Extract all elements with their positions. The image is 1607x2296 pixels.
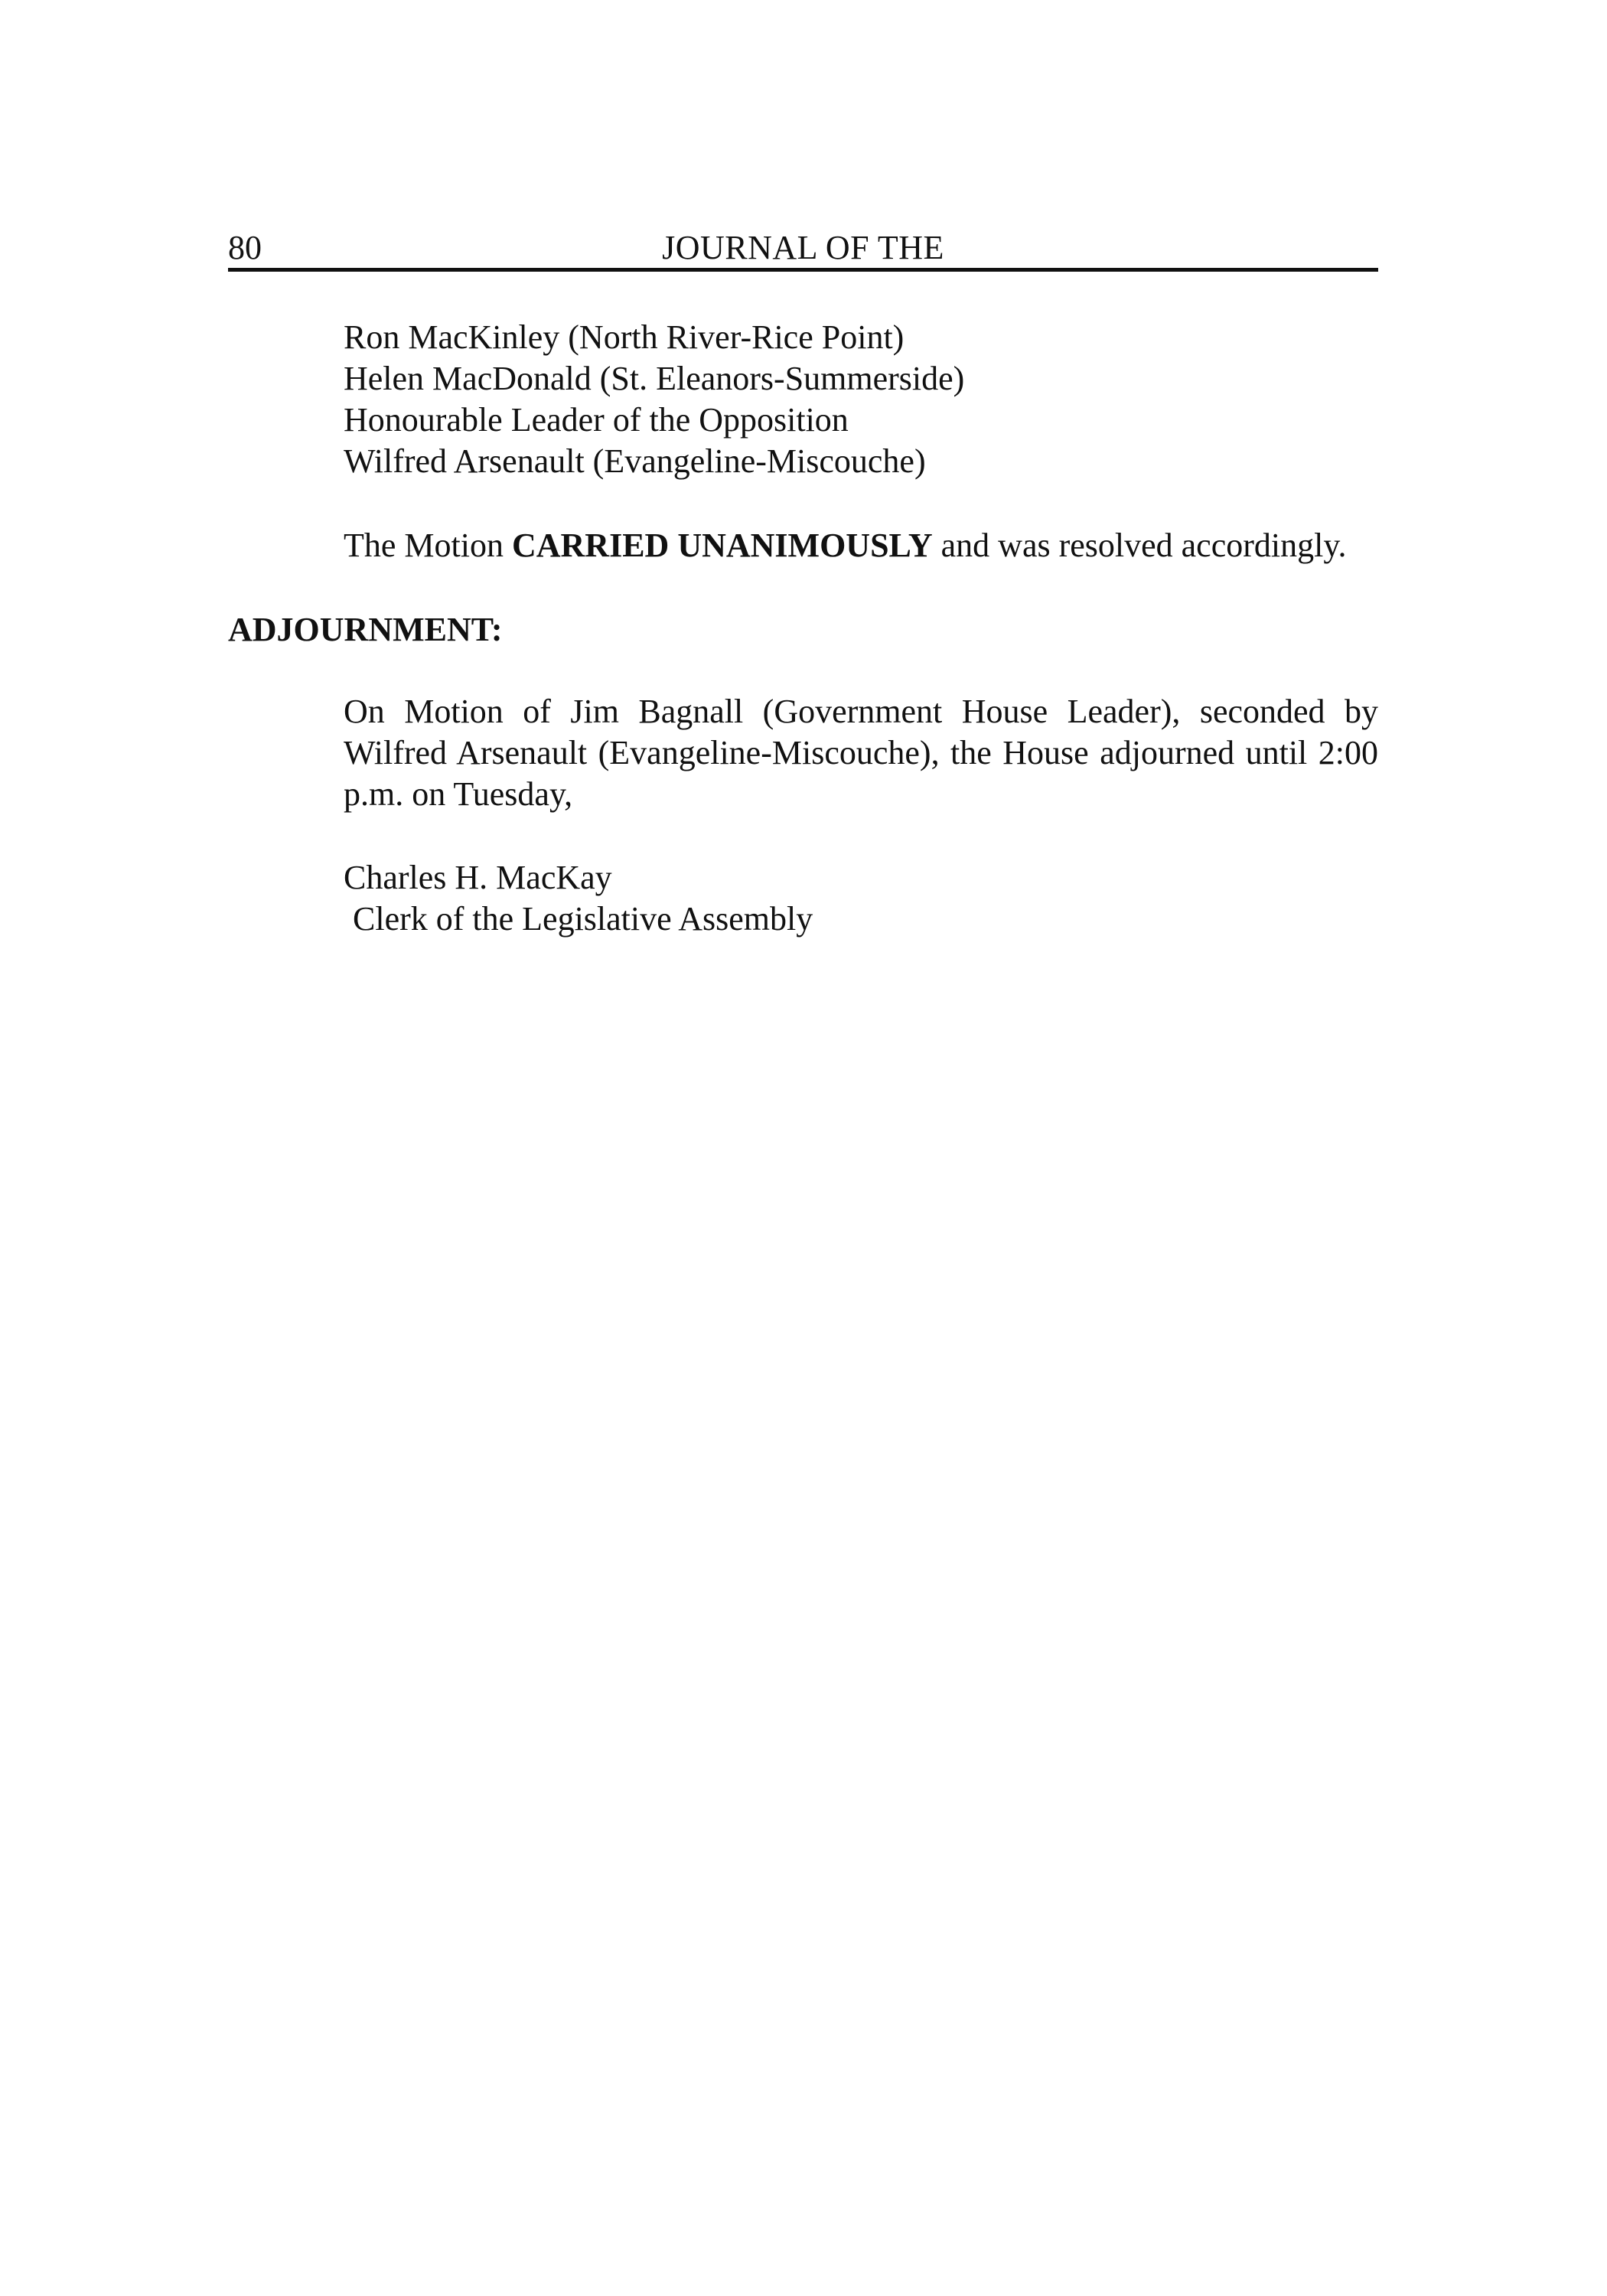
- adjournment-heading: ADJOURNMENT:: [228, 611, 503, 648]
- adjournment-line: On Motion of Jim Bagnall (Government House Leader), seconded by: [344, 693, 1378, 730]
- motion-result-emphasis: CARRIED UNANIMOUSLY: [511, 527, 933, 564]
- adjournment-line: Wilfred Arsenault (Evangeline-Miscouche), the House adjourned until 2:00: [344, 734, 1378, 771]
- signature-name: Charles H. MacKay: [344, 859, 612, 896]
- member-line: Wilfred Arsenault (Evangeline-Miscouche): [344, 442, 926, 480]
- adjournment-line: p.m. on Tuesday,: [344, 775, 573, 813]
- adjournment-paragraph: [344, 691, 1378, 815]
- member-line: Ron MacKinley (North River-Rice Point): [344, 318, 905, 356]
- motion-result-suffix: and was resolved accordingly.: [932, 527, 1347, 564]
- page-number: 80: [228, 229, 262, 266]
- signature-title: Clerk of the Legislative Assembly: [353, 900, 813, 938]
- page-header: [228, 228, 1378, 272]
- member-list: [344, 317, 1378, 482]
- motion-result-prefix: The Motion: [344, 527, 512, 564]
- member-line: Helen MacDonald (St. Eleanors-Summerside): [344, 360, 965, 397]
- running-title: JOURNAL OF THE: [662, 229, 944, 266]
- signature-block: [344, 857, 1378, 940]
- motion-result: [344, 525, 1378, 566]
- member-line: Honourable Leader of the Opposition: [344, 401, 849, 439]
